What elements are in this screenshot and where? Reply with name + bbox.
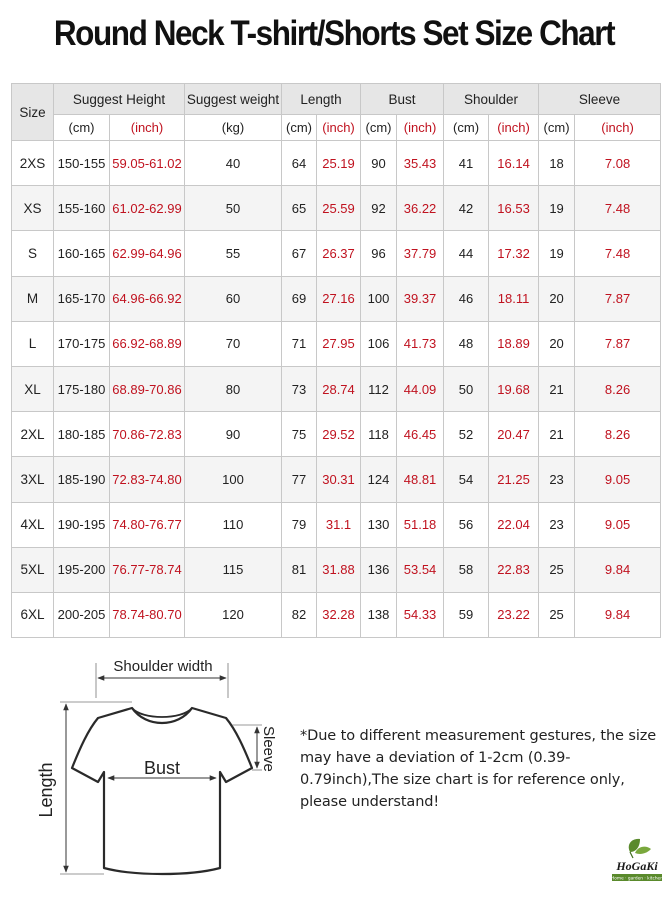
value-cell: 115 <box>185 547 282 592</box>
unit-header: (inch) <box>397 115 444 141</box>
tshirt-measurement-diagram <box>0 640 300 892</box>
value-cell: 19 <box>539 231 575 276</box>
value-cell: 46.45 <box>397 412 444 457</box>
table-row <box>12 321 661 366</box>
value-cell: 41.73 <box>397 321 444 366</box>
value-cell: 92 <box>361 186 397 231</box>
value-cell: 48.81 <box>397 457 444 502</box>
unit-header: (inch) <box>575 115 661 141</box>
value-cell: 7.08 <box>575 141 661 186</box>
value-cell: 68.89-70.86 <box>110 366 185 411</box>
value-cell: 124 <box>361 457 397 502</box>
unit-header: (inch) <box>110 115 185 141</box>
value-cell: 80 <box>185 366 282 411</box>
value-cell: 64 <box>282 141 317 186</box>
unit-header: (cm) <box>539 115 575 141</box>
value-cell: 28.74 <box>317 366 361 411</box>
value-cell: 29.52 <box>317 412 361 457</box>
value-cell: 96 <box>361 231 397 276</box>
value-cell: 138 <box>361 592 397 637</box>
value-cell: 17.32 <box>489 231 539 276</box>
size-cell: M <box>12 276 54 321</box>
value-cell: 50 <box>185 186 282 231</box>
value-cell: 110 <box>185 502 282 547</box>
value-cell: 53.54 <box>397 547 444 592</box>
weight-group-header: Suggest weight <box>185 84 282 115</box>
value-cell: 7.87 <box>575 321 661 366</box>
unit-header: (cm) <box>361 115 397 141</box>
value-cell: 20 <box>539 321 575 366</box>
value-cell: 79 <box>282 502 317 547</box>
logo-tagline: Home · garden · kitchen <box>611 876 663 882</box>
value-cell: 73 <box>282 366 317 411</box>
value-cell: 39.37 <box>397 276 444 321</box>
size-cell: 2XL <box>12 412 54 457</box>
value-cell: 31.1 <box>317 502 361 547</box>
unit-header: (inch) <box>317 115 361 141</box>
table-row <box>12 547 661 592</box>
value-cell: 195-200 <box>54 547 110 592</box>
value-cell: 16.53 <box>489 186 539 231</box>
table-row <box>12 502 661 547</box>
brand-logo <box>608 836 666 890</box>
size-cell: L <box>12 321 54 366</box>
table-row <box>12 592 661 637</box>
value-cell: 25 <box>539 592 575 637</box>
value-cell: 27.95 <box>317 321 361 366</box>
value-cell: 18.11 <box>489 276 539 321</box>
value-cell: 9.84 <box>575 547 661 592</box>
value-cell: 200-205 <box>54 592 110 637</box>
value-cell: 70 <box>185 321 282 366</box>
unit-header: (kg) <box>185 115 282 141</box>
value-cell: 22.04 <box>489 502 539 547</box>
bust-group-header: Bust <box>361 84 444 115</box>
value-cell: 155-160 <box>54 186 110 231</box>
value-cell: 36.22 <box>397 186 444 231</box>
value-cell: 185-190 <box>54 457 110 502</box>
value-cell: 51.18 <box>397 502 444 547</box>
value-cell: 100 <box>185 457 282 502</box>
size-cell: 2XS <box>12 141 54 186</box>
value-cell: 9.84 <box>575 592 661 637</box>
value-cell: 7.48 <box>575 186 661 231</box>
value-cell: 74.80-76.77 <box>110 502 185 547</box>
value-cell: 170-175 <box>54 321 110 366</box>
table-row <box>12 412 661 457</box>
value-cell: 180-185 <box>54 412 110 457</box>
value-cell: 42 <box>444 186 489 231</box>
value-cell: 175-180 <box>54 366 110 411</box>
value-cell: 27.16 <box>317 276 361 321</box>
value-cell: 7.48 <box>575 231 661 276</box>
bust-label: Bust <box>143 758 181 778</box>
size-deviation-note: *Due to different measurement gestures, the size may have a deviation of 1-2cm (0.39-0.79inch),The size chart is for reference only, please understand! <box>300 728 657 810</box>
value-cell: 16.14 <box>489 141 539 186</box>
value-cell: 31.88 <box>317 547 361 592</box>
table-row <box>12 276 661 321</box>
value-cell: 46 <box>444 276 489 321</box>
value-cell: 25.19 <box>317 141 361 186</box>
size-cell: S <box>12 231 54 276</box>
value-cell: 21 <box>539 366 575 411</box>
value-cell: 165-170 <box>54 276 110 321</box>
value-cell: 72.83-74.80 <box>110 457 185 502</box>
value-cell: 78.74-80.70 <box>110 592 185 637</box>
unit-header: (cm) <box>54 115 110 141</box>
value-cell: 9.05 <box>575 502 661 547</box>
value-cell: 112 <box>361 366 397 411</box>
unit-header: (cm) <box>444 115 489 141</box>
value-cell: 62.99-64.96 <box>110 231 185 276</box>
sleeve-group-header: Sleeve <box>539 84 661 115</box>
value-cell: 67 <box>282 231 317 276</box>
size-cell: XS <box>12 186 54 231</box>
value-cell: 23 <box>539 502 575 547</box>
value-cell: 52 <box>444 412 489 457</box>
value-cell: 64.96-66.92 <box>110 276 185 321</box>
length-label: Length <box>36 762 56 818</box>
value-cell: 55 <box>185 231 282 276</box>
table-row <box>12 141 661 186</box>
value-cell: 8.26 <box>575 412 661 457</box>
value-cell: 61.02-62.99 <box>110 186 185 231</box>
value-cell: 40 <box>185 141 282 186</box>
value-cell: 130 <box>361 502 397 547</box>
value-cell: 20 <box>539 276 575 321</box>
value-cell: 7.87 <box>575 276 661 321</box>
value-cell: 76.77-78.74 <box>110 547 185 592</box>
value-cell: 60 <box>185 276 282 321</box>
value-cell: 50 <box>444 366 489 411</box>
value-cell: 8.26 <box>575 366 661 411</box>
value-cell: 20.47 <box>489 412 539 457</box>
value-cell: 82 <box>282 592 317 637</box>
value-cell: 37.79 <box>397 231 444 276</box>
tshirt-outline <box>72 708 252 874</box>
sleeve-label: Sleeve <box>260 726 277 772</box>
value-cell: 59 <box>444 592 489 637</box>
table-row <box>12 186 661 231</box>
unit-header: (inch) <box>489 115 539 141</box>
value-cell: 18 <box>539 141 575 186</box>
value-cell: 90 <box>185 412 282 457</box>
value-cell: 44 <box>444 231 489 276</box>
height-group-header: Suggest Height <box>54 84 185 115</box>
size-cell: XL <box>12 366 54 411</box>
value-cell: 190-195 <box>54 502 110 547</box>
size-cell: 5XL <box>12 547 54 592</box>
value-cell: 18.89 <box>489 321 539 366</box>
value-cell: 136 <box>361 547 397 592</box>
value-cell: 54.33 <box>397 592 444 637</box>
value-cell: 59.05-61.02 <box>110 141 185 186</box>
value-cell: 32.28 <box>317 592 361 637</box>
value-cell: 69 <box>282 276 317 321</box>
value-cell: 44.09 <box>397 366 444 411</box>
value-cell: 21 <box>539 412 575 457</box>
value-cell: 23 <box>539 457 575 502</box>
value-cell: 19.68 <box>489 366 539 411</box>
tshirt-collar <box>132 708 192 717</box>
unit-header: (cm) <box>282 115 317 141</box>
value-cell: 48 <box>444 321 489 366</box>
table-header-row <box>12 84 661 115</box>
value-cell: 21.25 <box>489 457 539 502</box>
leaf-icon <box>629 839 651 858</box>
value-cell: 9.05 <box>575 457 661 502</box>
value-cell: 25.59 <box>317 186 361 231</box>
size-chart-table <box>11 83 661 638</box>
size-column-header: Size <box>12 84 54 141</box>
value-cell: 81 <box>282 547 317 592</box>
length-group-header: Length <box>282 84 361 115</box>
table-row <box>12 457 661 502</box>
value-cell: 71 <box>282 321 317 366</box>
value-cell: 41 <box>444 141 489 186</box>
value-cell: 22.83 <box>489 547 539 592</box>
shoulder-group-header: Shoulder <box>444 84 539 115</box>
value-cell: 100 <box>361 276 397 321</box>
size-cell: 4XL <box>12 502 54 547</box>
page-title: Round Neck T-shirt/Shorts Set Size Chart <box>53 14 615 53</box>
value-cell: 26.37 <box>317 231 361 276</box>
value-cell: 35.43 <box>397 141 444 186</box>
table-row <box>12 231 661 276</box>
value-cell: 19 <box>539 186 575 231</box>
value-cell: 75 <box>282 412 317 457</box>
shoulder-width-label: Shoulder width <box>113 658 213 675</box>
table-units-row <box>12 115 661 141</box>
value-cell: 30.31 <box>317 457 361 502</box>
value-cell: 106 <box>361 321 397 366</box>
value-cell: 58 <box>444 547 489 592</box>
value-cell: 70.86-72.83 <box>110 412 185 457</box>
value-cell: 160-165 <box>54 231 110 276</box>
logo-wordmark: HoGaKi <box>616 859 658 873</box>
size-cell: 3XL <box>12 457 54 502</box>
size-cell: 6XL <box>12 592 54 637</box>
value-cell: 56 <box>444 502 489 547</box>
value-cell: 77 <box>282 457 317 502</box>
value-cell: 23.22 <box>489 592 539 637</box>
value-cell: 150-155 <box>54 141 110 186</box>
value-cell: 120 <box>185 592 282 637</box>
value-cell: 54 <box>444 457 489 502</box>
value-cell: 25 <box>539 547 575 592</box>
table-row <box>12 366 661 411</box>
value-cell: 118 <box>361 412 397 457</box>
value-cell: 66.92-68.89 <box>110 321 185 366</box>
size-table-body <box>12 141 661 638</box>
value-cell: 90 <box>361 141 397 186</box>
value-cell: 65 <box>282 186 317 231</box>
